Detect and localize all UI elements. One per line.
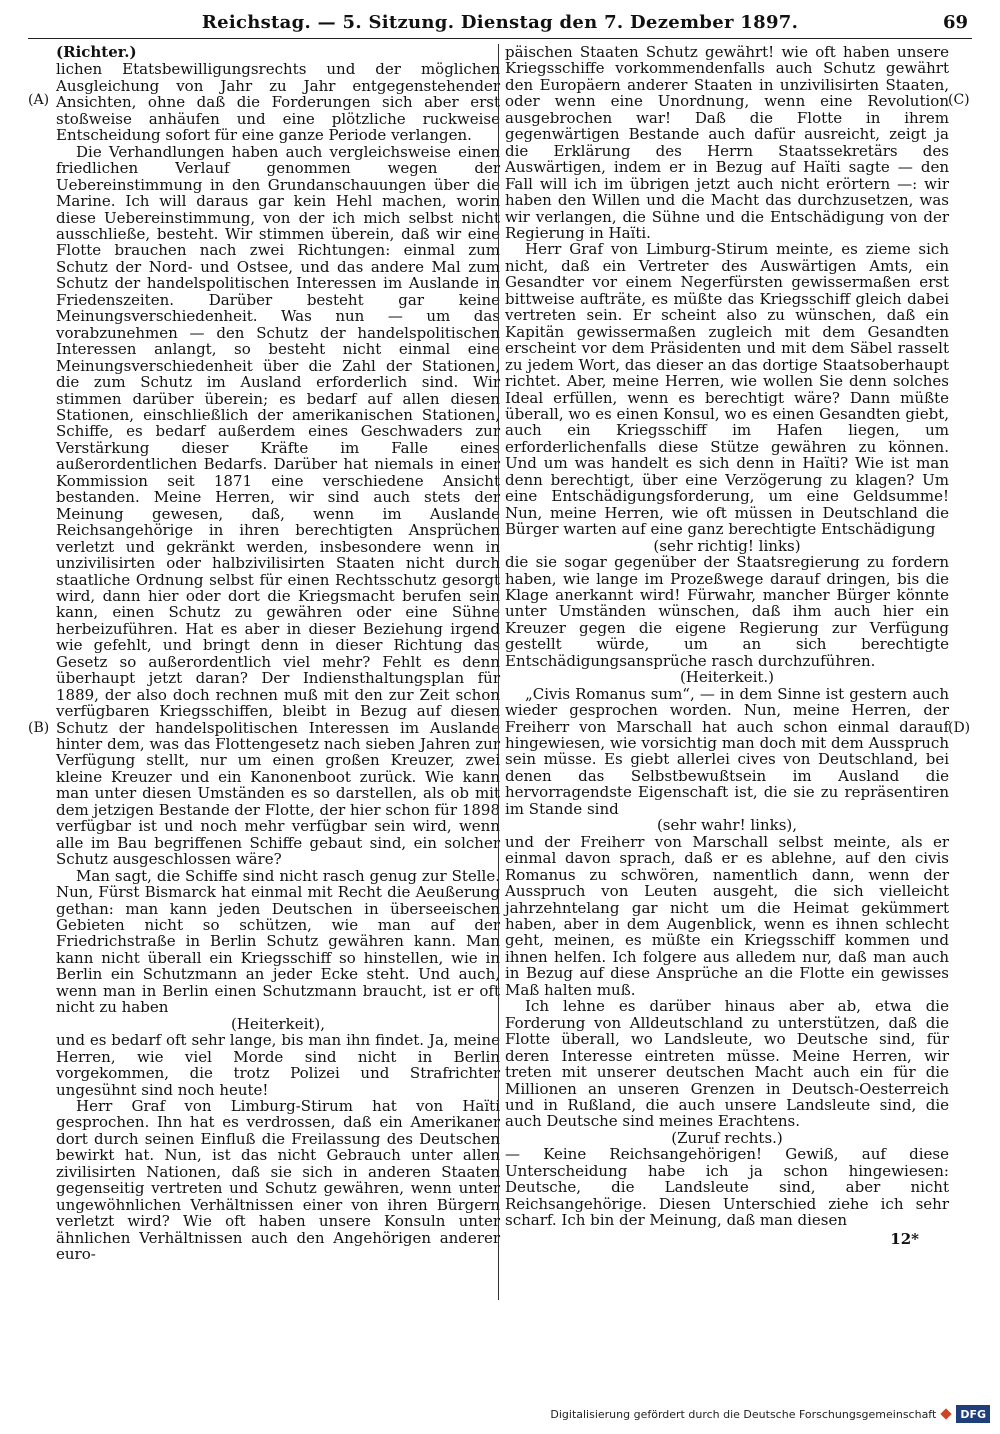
- page-number: 69: [942, 12, 968, 33]
- paragraph: — Keine Reichsangehörigen! Gewiß, auf diese Unterscheidung habe ich ja schon hingewiesen: Deutsche, die Landsleute sind, aber nicht Reichsangehörige. Diesen Unterschied ziehe ich sehr scharf. Ich bin der Meinung, daß man diesen: [505, 1145, 949, 1230]
- paragraph: Man sagt, die Schiffe sind nicht rasch genug zur Stelle. Nun, Fürst Bismarck hat einmal mit Recht die Aeußerung gethan: man kann jeden Deutschen in überseeischen Gebieten nicht so schützen, wie man auf der Friedrichstraße in Berlin Schutz gewähren kann. Man kann nicht überall ein Kriegsschiff so hinstellen, wie in Berlin ein Schutzmann an jeder Ecke steht. Und auch, wenn man in Berlin einen Schutzmann braucht, ist er oft nicht zu haben: [56, 866, 500, 1017]
- paragraph: Die Verhandlungen haben auch vergleichsweise einen friedlichen Verlauf genommen wegen der Uebereinstimmung in den Grundanschauungen über die Marine. Ich will daraus gar kein Hehl machen, worin diese Uebereinstimmung, von der ich mich selbst nicht ausschließe, besteht. Wir stimmen überein, daß wir eine Flotte brauchen nach zwei Richtungen: einmal zum Schutz der Nord- und Ostsee, und das andere Mal zum Schutz der handelspolitischen Interessen im Auslande in Friedenszeiten. Darüber besteht gar keine Meinungsverschiedenheit. Was nun — um das vorabzunehmen — den Schutz der handelspolitischen Interessen anlangt, so besteht nicht einmal eine Meinungsverschiedenheit über die Zahl der Stationen, die zum Schutz im Ausland erforderlich sind. Wir stimmen darüber überein; es bedarf auf allen diesen Stationen, einschließlich der amerikanischen Stationen, Schiffe, es bedarf außerdem eines Geschwaders zur Verstärkung dieser Kräfte im Falle eines außerordentlichen Bedarfs. Darüber hat niemals in einer Kommission seit 1871 eine verschiedene Ansicht bestanden. Meine Herren, wir sind auch stets der Meinung gewesen, daß, wenn im Auslande Reichsangehörige in ihren berechtigten Ansprüchen verletzt und gekränkt werden, insbesondere wenn in unzivilisirten oder halbzivilisirten Staaten nicht durch staatliche Ordnung selbst für einen Rechtsschutz gesorgt wird, dann hier oder dort die Kriegsmacht berufen sein kann, einen Schutz zu gewähren oder eine Sühne herbeizuführen. Hat es aber in dieser Beziehung irgend wie gefehlt, und bringt denn in dieser Richtung das Gesetz so außerordentlich viel mehr? Fehlt es denn überhaupt jetzt daran? Der Indiensthaltungsplan für 1889, der also doch rechnen muß mit den zur Zeit schon verfügbaren Kriegsschiffen, bleibt in Bezug auf diesen Schutz der handelspolitischen Interessen im Auslande hinter dem, was das Flottengesetz nach sieben Jahren zur Verfügung stellt, nur um einen großen Kreuzer, zwei kleine Kreuzer und ein Kanonenboot zurück. Wie kann man unter diesen Umständen es so darstellen, als ob mit dem jetzigen Bestande der Flotte, der hier schon für 1898 verfügbar ist und noch mehr verfügbar sein wird, wenn alle im Bau begriffenen Schiffe gebaut sind, ein solcher Schutz ausgeschlossen wäre?: [56, 142, 500, 869]
- paragraph: „Civis Romanus sum“, — in dem Sinne ist gestern auch wieder gesprochen worden. Nun, meine Herren, der Freiherr von Marschall hat auch schon einmal darauf hingewiesen, wie vorsichtig man doch mit dem Ausspruch sein müsse. Es giebt allerlei cives von Deutschland, bei denen das Selbstbewußtsein im Ausland die hervorragendste Eigenschaft ist, die sie zu repräsentiren im Stande sind: [505, 684, 949, 818]
- dfg-diamond-icon: [941, 1408, 952, 1419]
- paragraph: Ich lehne es darüber hinaus aber ab, etwa die Forderung von Alldeutschland zu unterstützen, daß die Flotte überall, wo Landsleute, wo Deutsche sind, für deren Interesse eintreten müsse. Meine Herren, wir treten mit unserer deutschen Macht auch ein für die Millionen an unseren Grenzen in Deutsch-Oesterreich und in Rußland, die auch unsere Landsleute sind, die auch Deutsche sind meines Erachtens.: [505, 997, 949, 1131]
- paragraph: Herr Graf von Limburg-Stirum meinte, es zieme sich nicht, daß ein Vertreter des Auswärtigen Amts, ein Gesandter vor einem Negerfürsten gewissermaßen erst bittweise aufträte, es müßte das Kriegsschiff gleich dabei vertreten sein. Er scheint also zu wünschen, daß ein Kapitän gewissermaßen zugleich mit dem Gesandten erscheint vor dem Präsidenten und mit dem Säbel rasselt zu jedem Wort, das dieser an das dortige Staatsoberhaupt richtet. Aber, meine Herren, wie wollen Sie denn solches Ideal erfüllen, wenn es berechtigt wäre? Dann müßte überall, wo es einen Konsul, wo es einen Gesandten giebt, auch ein Kriegsschiff im Hafen liegen, um erforderlichenfalls diese Stütze gewähren zu können. Und um was handelt es sich denn in Haïti? Wie ist man denn berechtigt, über eine Verzögerung zu klagen? Um eine Entschädigungsforderung, um eine Geldsumme! Nun, meine Herren, wie oft müssen in Deutschland die Bürger warten auf eine ganz berechtigte Entschädigung: [505, 240, 949, 539]
- column-divider: [498, 44, 499, 1300]
- footer-credit: [550, 1404, 990, 1424]
- paragraph: päischen Staaten Schutz gewährt! wie oft haben unsere Kriegsschiffe vorkommendenfalls auch Schutz gewährt den Europäern anderer Staaten in unzivilisirten Staaten, oder wenn eine Unordnung, wenn eine Revolution ausgebrochen war! Daß die Flotte in ihrem gegenwärtigen Bestande auch dafür ausreicht, zeigt ja die Erklärung des Herrn Staatssekretärs des Auswärtigen, indem er in Bezug auf Haïti sagte — den Fall will ich im übrigen jetzt auch nicht erörtern —: wir haben den Willen und die Macht das durchzusetzen, was wir verlangen, die Sühne und die Entschädigung von der Regierung in Haïti.: [505, 43, 949, 242]
- left-column: [56, 44, 500, 1263]
- header-rule: [28, 38, 972, 39]
- page-header: [28, 8, 972, 40]
- margin-marker-b: (B): [28, 720, 50, 736]
- interjection: (sehr wahr! links),: [656, 816, 798, 835]
- signature-mark: 12*: [890, 1229, 919, 1248]
- right-column: [505, 44, 949, 1247]
- footer-credit-text: Digitalisierung gefördert durch die Deutsche Forschungsgemeinschaft: [550, 1407, 937, 1421]
- paragraph: und es bedarf oft sehr lange, bis man ihn findet. Ja, meine Herren, wie viel Morde sind nicht in Berlin vorgekommen, die trotz Polizei und Strafrichter ungesühnt sind noch heute!: [56, 1031, 500, 1099]
- paragraph: die sie sogar gegenüber der Staatsregierung zu fordern haben, wie lange im Prozeßwege darauf dringen, bis die Klage anerkannt wird! Fürwahr, mancher Bürger könnte unter Umständen wünschen, daß ihm auch hier ein Kreuzer gegen die eigene Regierung zur Verfügung gestellt würde, um an sich berechtigte Entschädigungsansprüche rasch durchzuführen.: [505, 553, 949, 670]
- margin-marker-c: (C): [948, 92, 970, 108]
- interjection: (Zuruf rechts.): [671, 1128, 783, 1147]
- interjection: (sehr richtig! links): [653, 536, 801, 555]
- paragraph: lichen Etatsbewilligungsrechts und der möglichen Ausgleichung von Jahr zu Jahr entgegenstehender Ansichten, ohne daß die Forderungen sich aber erst stoßweise anhäufen und eine plötzliche ruckweise Entscheidung sofort für eine ganze Periode verlangen.: [56, 60, 500, 145]
- interjection: (Heiterkeit.): [679, 668, 775, 687]
- paragraph: Herr Graf von Limburg-Stirum hat von Haïti gesprochen. Ihn hat es verdrossen, daß ein Amerikaner dort durch seinen Einfluß die Freilassung des Deutschen bewirkt hat. Nun, ist das nicht Gebrauch unter allen zivilisirten Nationen, daß sie sich in anderen Staaten gegenseitig vertreten und Schutz gewähren, wenn unter ungewöhnlichen Verhältnissen einer von ihren Bürgern verletzt wird? Wie oft haben unsere Konsuln unter ähnlichen Verhältnissen auch den Angehörigen anderer euro-: [56, 1097, 500, 1264]
- interjection: (Heiterkeit),: [230, 1014, 326, 1033]
- dfg-logo: DFG: [956, 1405, 990, 1423]
- speaker-label: (Richter.): [56, 43, 137, 61]
- margin-marker-a: (A): [28, 92, 50, 108]
- page-title: Reichstag. — 5. Sitzung. Dienstag den 7. Dezember 1897.: [201, 12, 799, 33]
- margin-marker-d: (D): [948, 720, 971, 736]
- paragraph: und der Freiherr von Marschall selbst meinte, als er einmal davon sprach, daß er es ablehne, auf den civis Romanus zu schwören, namentlich dann, wenn der Ausspruch von Leuten ausgeht, die sich vielleicht jahrzehntelang gar nicht um die Heimat gekümmert haben, aber in dem Augenblick, wenn es ihnen schlecht geht, meinen, es müßte ein Kriegsschiff kommen und ihnen helfen. Ich folgere aus alledem nur, daß man auch in Bezug auf diese Ansprüche an die Flotte ein gewisses Maß halten muß.: [505, 832, 949, 999]
